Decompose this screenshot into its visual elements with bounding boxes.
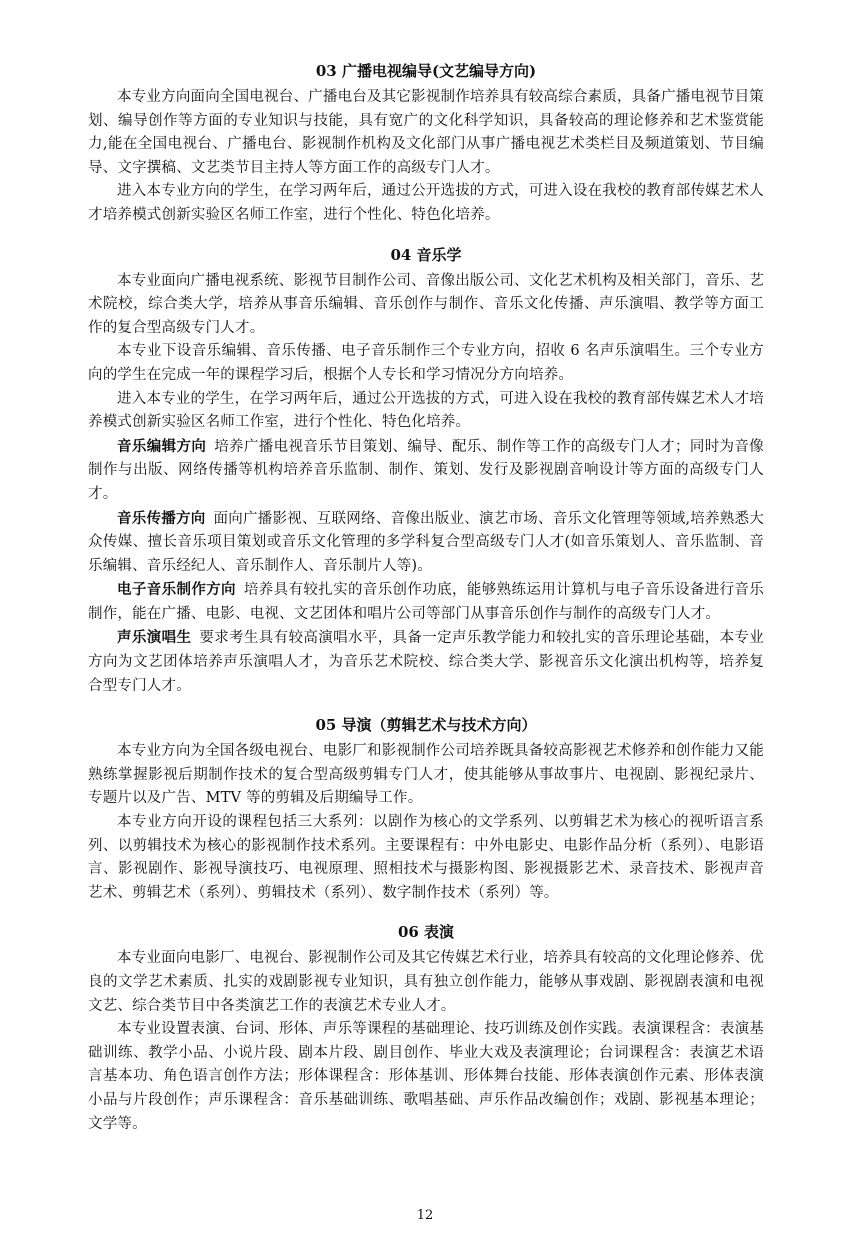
paragraph-text: 本专业面向广播电视系统、影视节目制作公司、音像出版公司、文化艺术机构及相关部门，音乐、艺术院校，综合类大学，培养从事音乐编辑、音乐创作与制作、音乐文化传播、声乐演唱、教学等方面工作的复合型高级专门人才。 (88, 272, 764, 336)
section-heading: 04 音乐学 (390, 245, 462, 264)
section-acting (88, 919, 764, 1136)
paragraph-text: 进入本专业方向的学生，在学习两年后，通过公开选拔的方式，可进入设在我校的教育部传媒艺术人才培养模式创新实验区名师工作室，进行个性化、特色化培养。 (88, 183, 764, 223)
document-body (88, 58, 764, 1136)
paragraph (88, 1018, 764, 1136)
paragraph-music-communication (88, 507, 764, 579)
section-musicology (88, 242, 764, 699)
paragraph (88, 270, 764, 341)
paragraph (88, 740, 764, 811)
paragraph (88, 86, 764, 180)
paragraph (88, 388, 764, 435)
paragraph-text: 要求考生具有较高演唱水平，具备一定声乐教学能力和较扎实的音乐理论基础，本专业方向为文艺团体培养声乐演唱人才，为音乐艺术院校、综合类大学、影视音乐文化演出机构等，培养复合型专门人才。 (88, 630, 764, 694)
paragraph-music-editing (88, 435, 764, 507)
paragraph-text: 本专业方向为全国各级电视台、电影厂和影视制作公司培养既具备较高影视艺术修养和创作能力又能熟练掌握影视后期制作技术的复合型高级剪辑专门人才，使其能够从事故事片、电视剧、影视纪录片、专题片以及广告、MTV 等的剪辑及后期编导工作。 (88, 743, 764, 807)
paragraph (88, 340, 764, 387)
page-number: 12 (416, 1208, 434, 1223)
paragraph-vocal-performance (88, 626, 764, 698)
section-directing-editing (88, 712, 764, 905)
paragraph-text: 面向广播影视、互联网络、音像出版业、演艺市场、音乐文化管理等领域,培养熟悉大众传媒、擅长音乐项目策划或音乐文化管理的多学科复合型高级专门人才(如音乐策划人、音乐监制、音乐编辑、音乐经纪人、音乐制作人、音乐制片人等)。 (88, 510, 764, 574)
paragraph (88, 811, 764, 905)
paragraph-text: 本专业下设音乐编辑、音乐传播、电子音乐制作三个专业方向，招收 6 名声乐演唱生。三个专业方向的学生在完成一年的课程学习后，根据个人专长和学习情况分方向培养。 (88, 343, 764, 383)
paragraph-text: 本专业方向面向全国电视台、广播电台及其它影视制作培养具有较高综合素质，具备广播电视节目策划、编导创作等方面的专业知识与技能，具有宽广的文化科学知识，具备较高的理论修养和艺术鉴赏能力,能在全国电视台、广播电台、影视制作机构及文化部门从事广播电视艺术类栏目及频道策划、节目编导、文字撰稿、文艺类节目主持人等方面工作的高级专门人才。 (88, 89, 764, 176)
section-heading: 05 导演（剪辑艺术与技术方向） (315, 716, 537, 735)
paragraph-text: 培养广播电视音乐节目策划、编导、配乐、制作等工作的高级专门人才；同时为音像制作与出版、网络传播等机构培养音乐监制、制作、策划、发行及影视剧音响设计等方面的高级专门人才。 (88, 438, 764, 502)
section-broadcast-directing (88, 58, 764, 228)
paragraph-text: 本专业面向电影厂、电视台、影视制作公司及其它传媒艺术行业，培养具有较高的文化理论修养、优良的文学艺术素质、扎实的戏剧影视专业知识，具有独立创作能力，能够从事戏剧、影视剧表演和电视文艺、综合类节目中各类演艺工作的表演艺术专业人才。 (88, 950, 764, 1014)
paragraph-lead: 音乐传播方向 (117, 509, 206, 527)
paragraph-electronic-music (88, 578, 764, 626)
section-heading: 03 广播电视编导(文艺编导方向) (315, 62, 537, 80)
paragraph-text: 进入本专业的学生，在学习两年后，通过公开选拔的方式，可进入设在我校的教育部传媒艺术人才培养模式创新实验区名师工作室，进行个性化、特色化培养。 (88, 390, 764, 431)
paragraph (88, 180, 764, 227)
paragraph-text: 本专业设置表演、台词、形体、声乐等课程的基础理论、技巧训练及创作实践。表演课程含：表演基础训练、教学小品、小说片段、剧本片段、剧目创作、毕业大戏及表演理论；台词课程含：表演艺术语言基本功、角色语言创作方法；形体课程含：形体基训、形体舞台技能、形体表演创作元素、形体表演小品与片段创作；声乐课程含：音乐基础训练、歌唱基础、声乐作品改编创作；戏剧、影视基本理论；文学等。 (88, 1021, 764, 1132)
paragraph-text: 本专业方向开设的课程包括三大系列：以剧作为核心的文学系列、以剪辑艺术为核心的视听语言系列、以剪辑技术为核心的影视制作技术系列。主要课程有：中外电影史、电影作品分析（系列）、电影语言、影视剧作、影视导演技巧、电视原理、照相技术与摄影构图、影视摄影艺术、录音技术、影视声音艺术、剪辑艺术（系列）、剪辑技术（系列）、数字制作技术（系列）等。 (88, 814, 764, 901)
paragraph (88, 947, 764, 1018)
section-heading: 06 表演 (397, 923, 455, 942)
paragraph-lead: 声乐演唱生 (117, 629, 192, 647)
paragraph-text: 培养具有较扎实的音乐创作功底，能够熟练运用计算机与电子音乐设备进行音乐制作，能在广播、电影、电视、文艺团体和唱片公司等部门从事音乐创作与制作的高级专门人才。 (88, 582, 764, 622)
paragraph-lead: 音乐编辑方向 (117, 437, 207, 455)
paragraph-lead: 电子音乐制作方向 (117, 581, 236, 599)
